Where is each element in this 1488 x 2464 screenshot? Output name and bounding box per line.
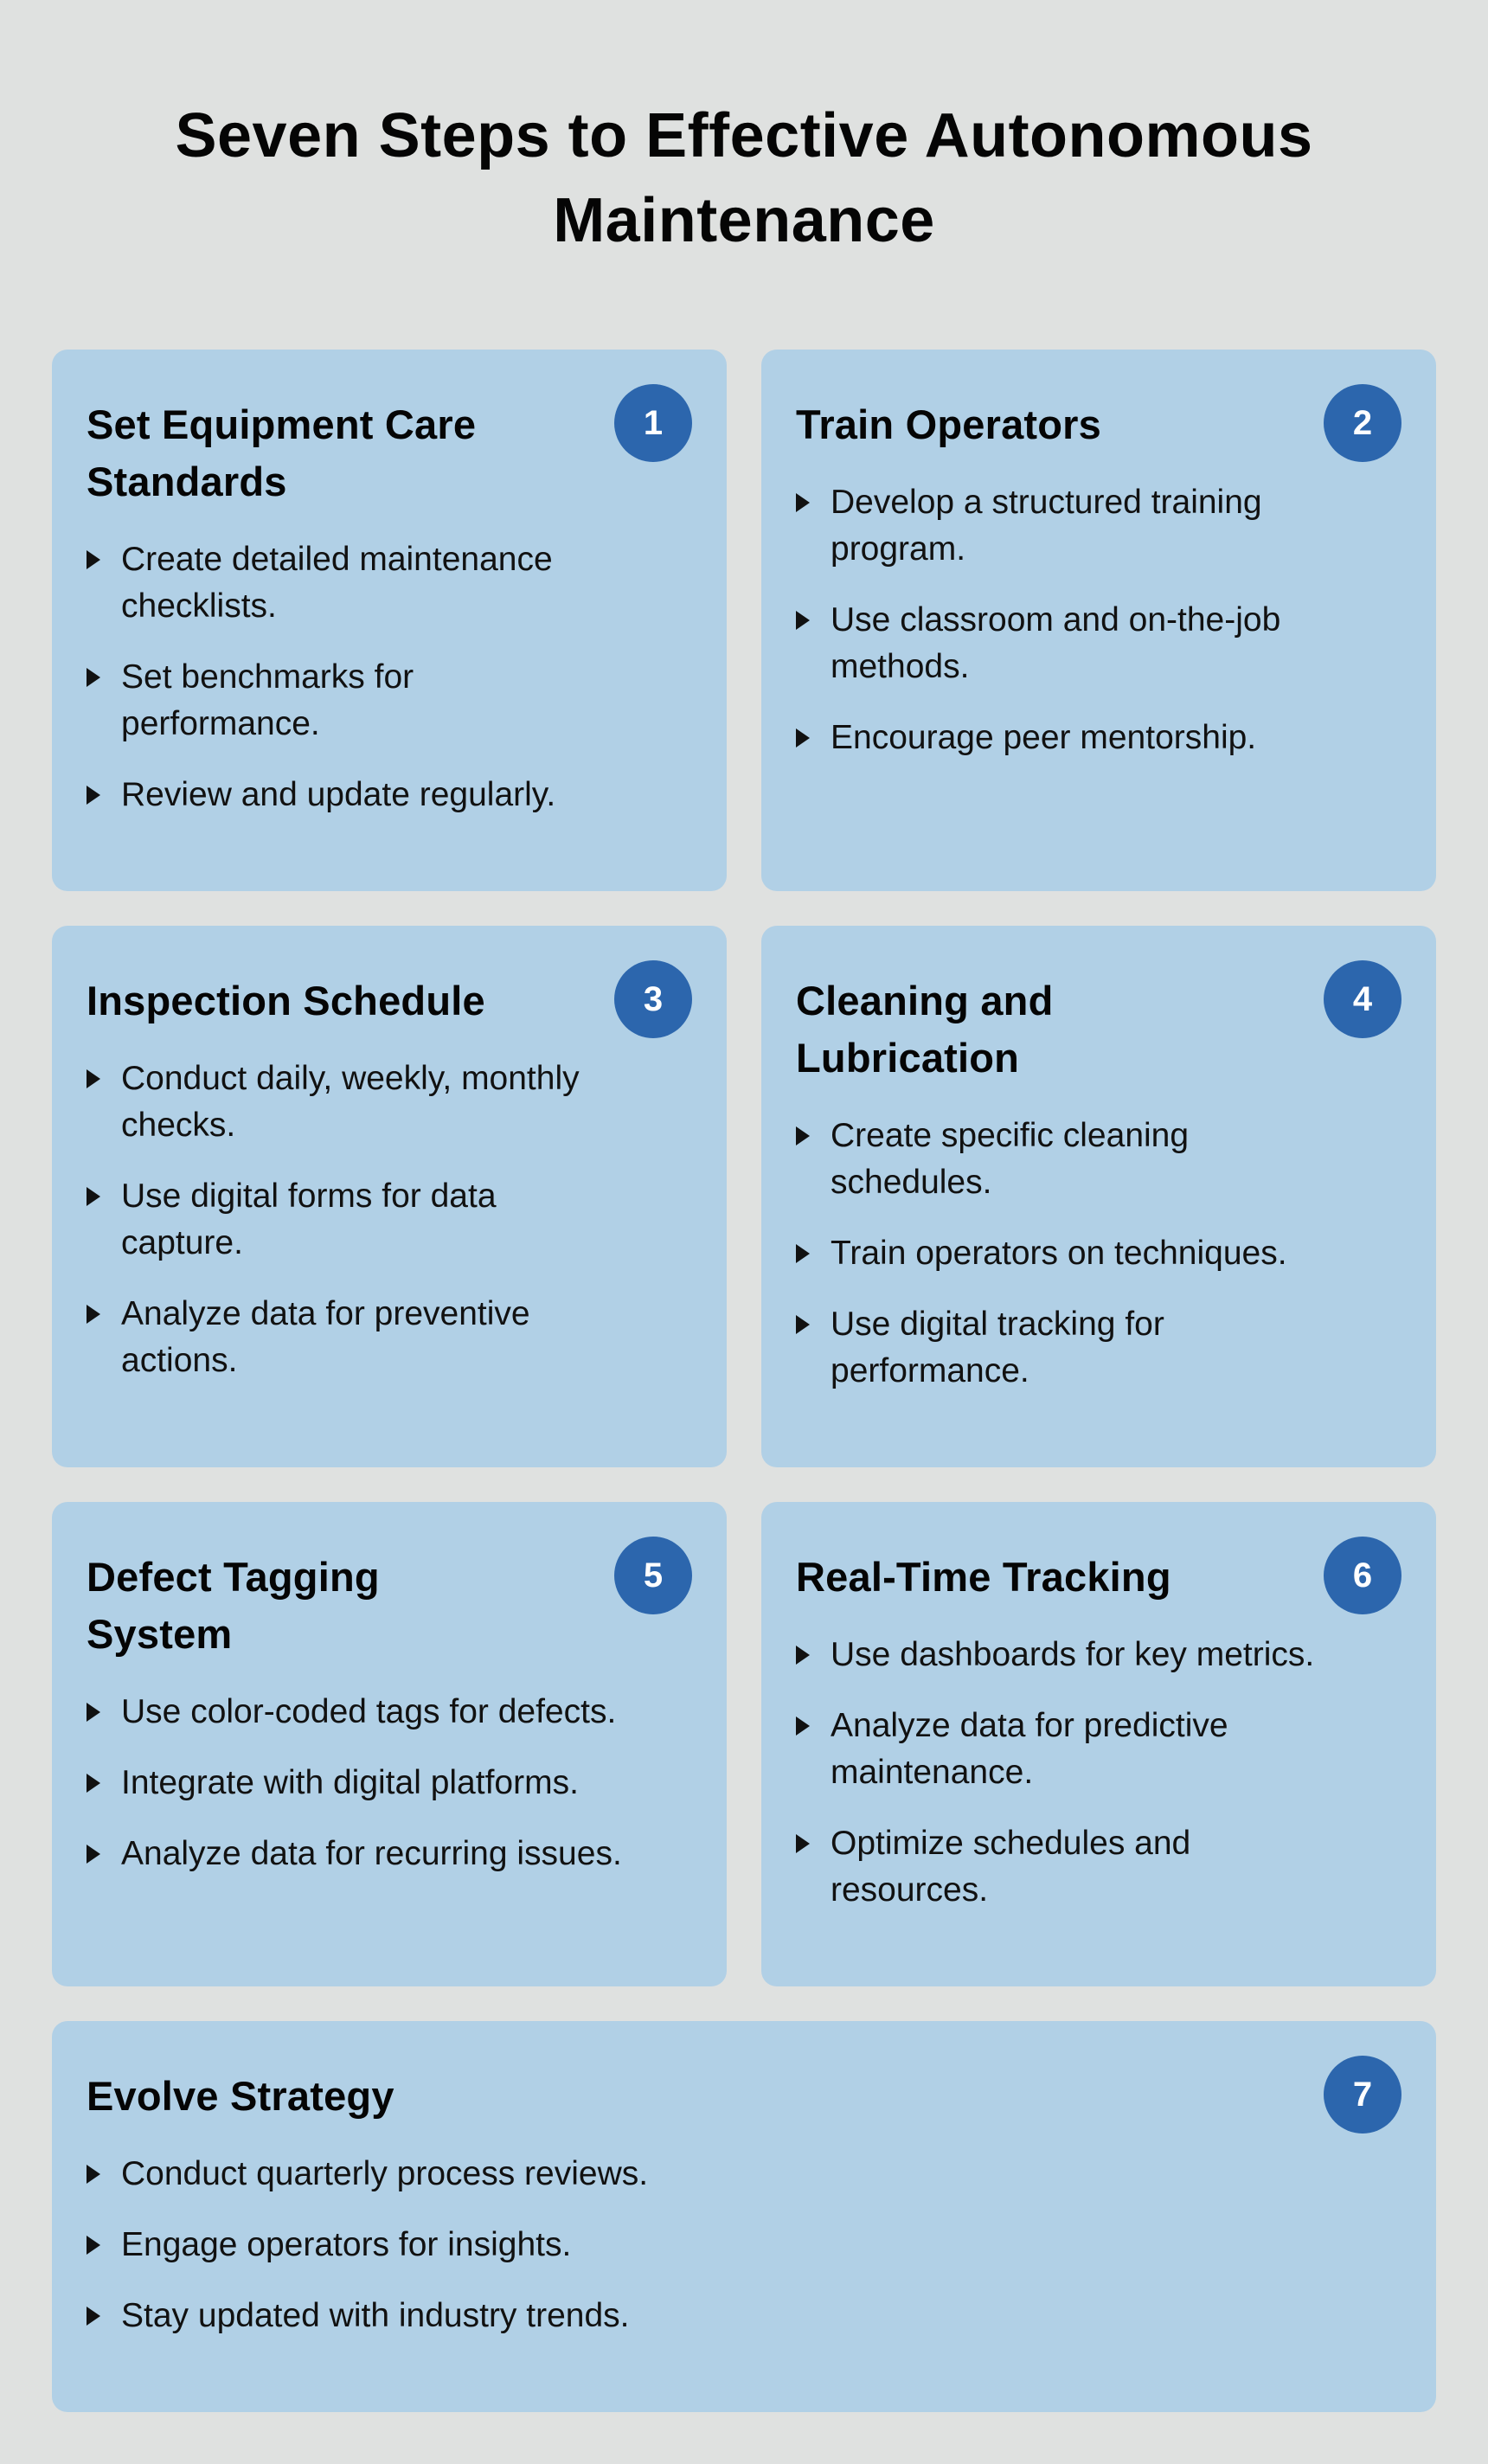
step-card-6 [761, 1502, 1436, 1986]
step-card-5 [52, 1502, 727, 1986]
list-item [87, 654, 467, 748]
step-title: Inspection Schedule [87, 978, 485, 1023]
triangle-bullet-icon [796, 493, 810, 512]
triangle-bullet-icon [87, 1845, 100, 1864]
step-bullet-list [796, 1113, 1401, 1395]
bullet-text: Stay updated with industry trends. [121, 2297, 630, 2334]
bullet-text: Encourage peer mentorship. [831, 719, 1257, 756]
step-number-badge: 1 [614, 384, 692, 462]
list-item [87, 772, 640, 818]
step-card-3 [52, 926, 727, 1467]
bullet-text: Use dashboards for key metrics. [831, 1636, 1315, 1673]
triangle-bullet-icon [796, 1126, 810, 1145]
step-number-badge: 3 [614, 960, 692, 1038]
list-item [87, 2293, 1298, 2339]
bullet-text: Use classroom and on-the-job methods. [831, 601, 1281, 685]
list-item [796, 1632, 1350, 1678]
bullet-text: Integrate with digital platforms. [121, 1764, 579, 1801]
step-title: Real-Time Tracking [796, 1554, 1171, 1600]
step-number-badge: 7 [1324, 2056, 1401, 2134]
list-item [796, 715, 1350, 761]
bullet-text: Conduct quarterly process reviews. [121, 2155, 649, 2192]
triangle-bullet-icon [796, 728, 810, 748]
triangle-bullet-icon [796, 1646, 810, 1665]
bullet-text: Engage operators for insights. [121, 2226, 572, 2263]
list-item [796, 1230, 1350, 1277]
list-item [87, 1831, 640, 1877]
step-number-badge: 5 [614, 1537, 692, 1614]
step-number-badge: 2 [1324, 384, 1401, 462]
list-item [796, 1820, 1246, 1914]
bullet-text: Train operators on techniques. [831, 1235, 1287, 1272]
list-item [87, 2222, 1298, 2268]
bullet-text: Analyze data for predictive maintenance. [831, 1707, 1228, 1791]
step-title: Set Equipment Care Standards [87, 401, 477, 504]
list-item [796, 1113, 1246, 1206]
bullet-text: Conduct daily, weekly, monthly checks. [121, 1060, 580, 1144]
triangle-bullet-icon [796, 1716, 810, 1736]
triangle-bullet-icon [87, 1774, 100, 1793]
list-item [87, 1056, 640, 1149]
list-item [87, 1689, 640, 1736]
step-title: Evolve Strategy [87, 2073, 394, 2119]
bullet-text: Develop a structured training program. [831, 484, 1262, 568]
bullet-text: Use color-coded tags for defects. [121, 1693, 617, 1730]
list-item [87, 1173, 554, 1267]
bullet-text: Optimize schedules and resources. [831, 1825, 1191, 1909]
step-card-7 [52, 2021, 1436, 2412]
triangle-bullet-icon [87, 1069, 100, 1088]
triangle-bullet-icon [87, 2236, 100, 2255]
step-bullet-list [796, 1632, 1401, 1914]
step-bullet-list [87, 2151, 1401, 2339]
triangle-bullet-icon [87, 2165, 100, 2184]
step-bullet-list [796, 479, 1401, 761]
page-title: Seven Steps to Effective Autonomous Maintenance [175, 101, 1313, 255]
step-number-badge: 4 [1324, 960, 1401, 1038]
triangle-bullet-icon [796, 1834, 810, 1853]
bullet-text: Analyze data for recurring issues. [121, 1835, 622, 1872]
list-item [796, 479, 1350, 573]
step-bullet-list [87, 1689, 692, 1877]
triangle-bullet-icon [87, 668, 100, 687]
list-item [87, 2151, 1298, 2198]
step-card-2 [761, 350, 1436, 891]
bullet-text: Set benchmarks for performance. [121, 658, 414, 742]
step-bullet-list [87, 1056, 692, 1384]
triangle-bullet-icon [796, 1244, 810, 1263]
triangle-bullet-icon [87, 1305, 100, 1324]
step-number-badge: 6 [1324, 1537, 1401, 1614]
bullet-text: Analyze data for preventive actions. [121, 1295, 530, 1379]
bullet-text: Review and update regularly. [121, 776, 556, 813]
list-item [796, 1703, 1280, 1796]
step-title: Cleaning and Lubrication [796, 978, 1054, 1081]
triangle-bullet-icon [87, 1187, 100, 1206]
triangle-bullet-icon [87, 786, 100, 805]
list-item [796, 597, 1350, 690]
step-bullet-list [87, 536, 692, 818]
triangle-bullet-icon [796, 1315, 810, 1334]
step-title: Defect Tagging System [87, 1554, 380, 1657]
bullet-text: Use digital forms for data capture. [121, 1177, 497, 1261]
bullet-text: Create specific cleaning schedules. [831, 1117, 1190, 1201]
list-item [87, 536, 640, 630]
triangle-bullet-icon [87, 1703, 100, 1722]
step-card-4 [761, 926, 1436, 1467]
list-item [796, 1301, 1246, 1395]
bullet-text: Use digital tracking for performance. [831, 1306, 1164, 1389]
triangle-bullet-icon [796, 611, 810, 630]
step-title: Train Operators [796, 401, 1101, 447]
triangle-bullet-icon [87, 2307, 100, 2326]
bullet-text: Create detailed maintenance checklists. [121, 541, 553, 625]
list-item [87, 1760, 640, 1806]
step-card-1 [52, 350, 727, 891]
triangle-bullet-icon [87, 550, 100, 569]
list-item [87, 1291, 571, 1384]
